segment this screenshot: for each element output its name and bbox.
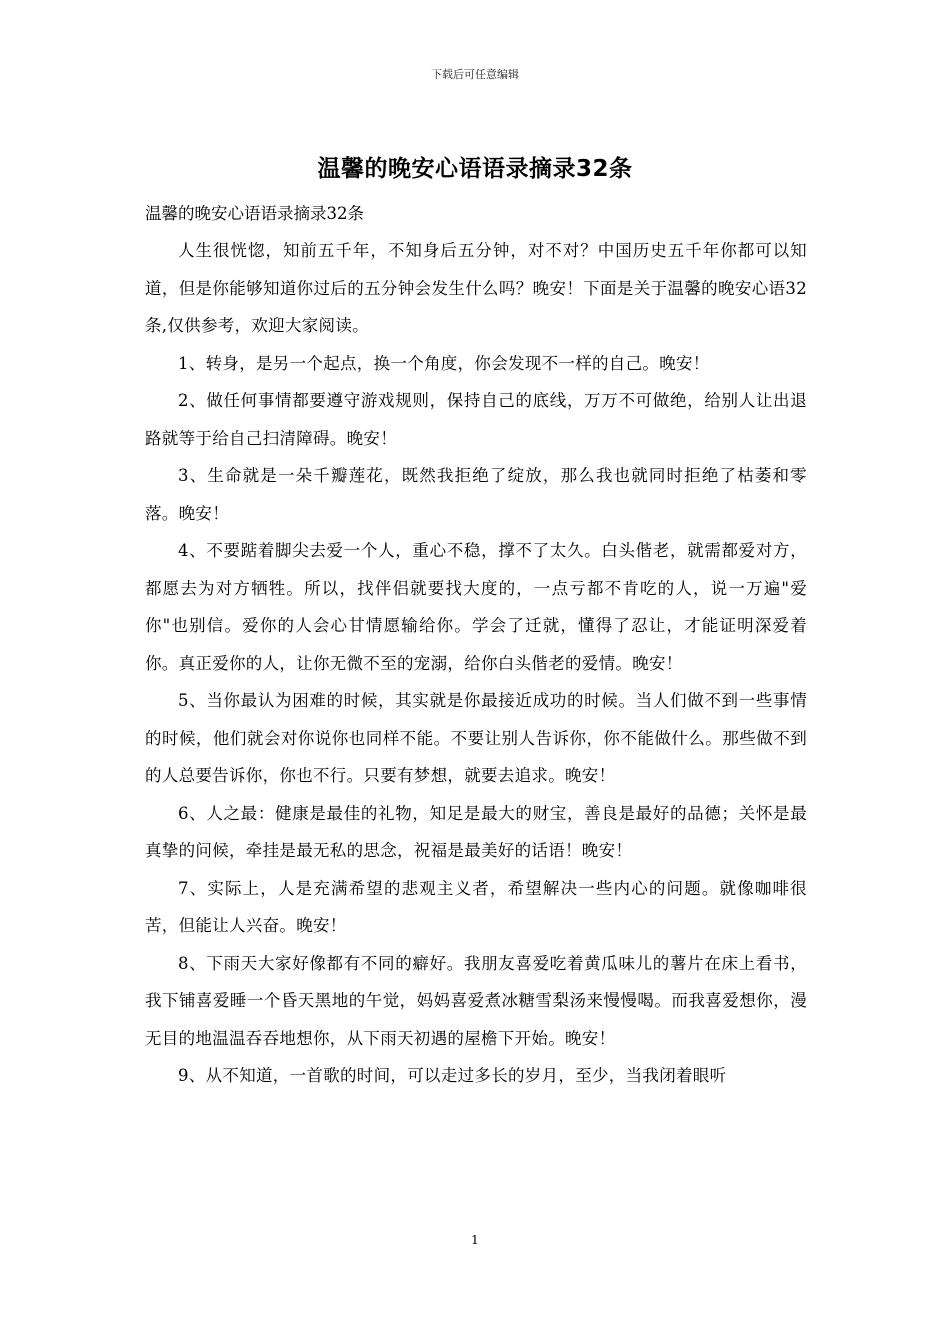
- paragraph-9: 9、从不知道，一首歌的时间，可以走过多长的岁月，至少，当我闭着眼听: [178, 1066, 727, 1085]
- paragraph-3: 3、生命就是一朵千瓣莲花，既然我拒绝了绽放，那么我也就同时拒绝了枯萎和零落。晚安！: [145, 466, 807, 523]
- intro-paragraph: 人生很恍惚，知前五千年，不知身后五分钟，对不对？中国历史五千年你都可以知道，但是你能够知道你过后的五分钟会发生什么吗？晚安！下面是关于温馨的晚安心语32条,仅供参考，欢迎大家阅读。: [145, 241, 807, 335]
- page-number: 1: [471, 1233, 479, 1247]
- paragraph-8: 8、下雨天大家好像都有不同的癖好。我朋友喜爱吃着黄瓜味儿的薯片在床上看书，我下铺喜爱睡一个昏天黑地的午觉，妈妈喜爱煮冰糖雪梨汤来慢慢喝。而我喜爱想你，漫无目的地温温吞吞地想你，从下雨天初遇的屋檐下开始。晚安！: [145, 953, 807, 1048]
- paragraph-1: 1、转身，是另一个起点，换一个角度，你会发现不一样的自己。晚安！: [178, 353, 710, 373]
- paragraph-5: 5、当你最认为困难的时候，其实就是你最接近成功的时候。当人们做不到一些事情的时候，他们就会对你说你也同样不能。不要让别人告诉你，你不能做什么。那些做不到的人总要告诉你，你也不行。只要有梦想，就要去追求。晚安！: [145, 691, 807, 785]
- paragraph-6: 6、人之最：健康是最佳的礼物，知足是最大的财宝，善良是最好的品德；关怀是最真挚的问候，牵挂是最无私的思念，祝福是最美好的话语！晚安！: [145, 803, 807, 860]
- document-title: 温馨的晚安心语语录摘录32条: [317, 156, 633, 182]
- paragraph-4: 4、不要踮着脚尖去爱一个人，重心不稳，撑不了太久。白头偕老，就需都爱对方，都愿去为对方牺牲。所以，找伴侣就要找大度的，一点亏都不肯吃的人，说一万遍"爱你"也别信。爱你的人会心甘情愿输给你。学会了迁就，懂得了忍让，才能证明深爱着你。真正爱你的人，让你无微不至的宠溺，给你白头偕老的爱情。晚安！: [145, 541, 807, 673]
- document-body: [145, 232, 807, 1095]
- document-subtitle: 温馨的晚安心语语录摘录32条: [145, 204, 364, 223]
- paragraph-7: 7、实际上，人是充满希望的悲观主义者，希望解决一些内心的问题。就像咖啡很苦，但能让人兴奋。晚安！: [145, 878, 807, 935]
- page-header: 下载后可任意编辑: [431, 68, 519, 81]
- paragraph-2: 2、做任何事情都要遵守游戏规则，保持自己的底线，万万不可做绝，给别人让出退路就等于给自己扫清障碍。晚安！: [145, 391, 807, 448]
